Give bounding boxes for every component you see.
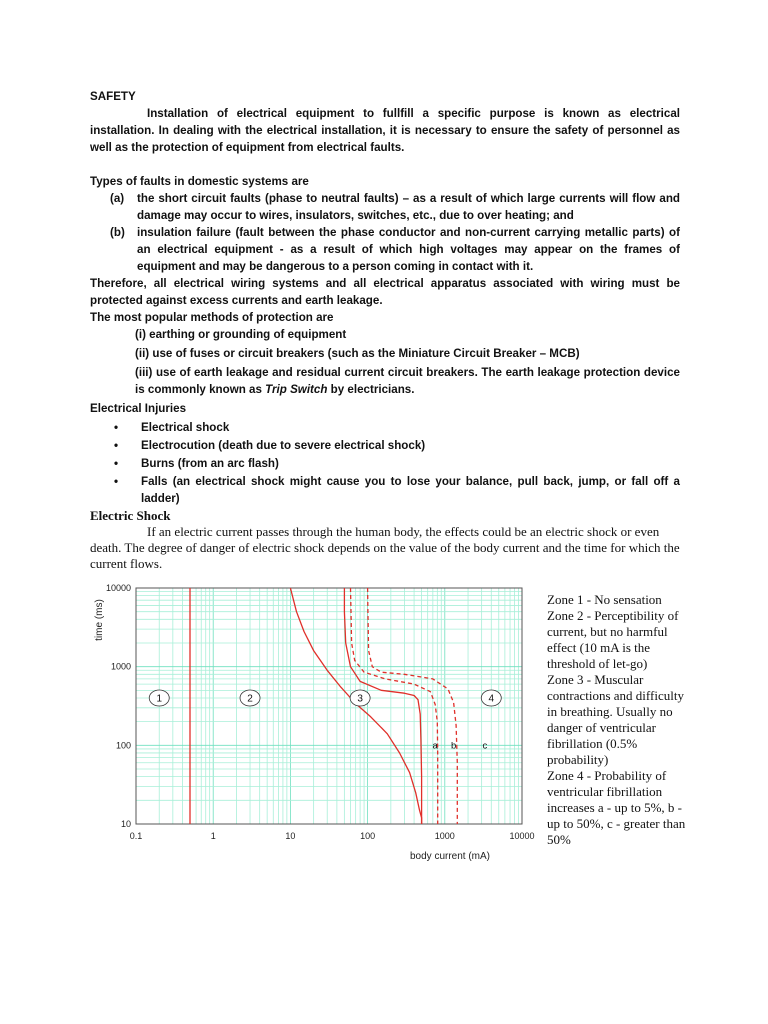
injury-item: • Burns (from an arc flash) bbox=[114, 455, 680, 472]
zone-label: 3 bbox=[357, 693, 363, 705]
y-tick-label: 100 bbox=[115, 740, 131, 751]
methods-list bbox=[90, 326, 680, 398]
zone-label: 4 bbox=[488, 693, 495, 705]
document-body bbox=[90, 88, 680, 572]
plot-area bbox=[136, 588, 522, 824]
x-tick-label: 1000 bbox=[434, 831, 455, 841]
y-axis-label: time (ms) bbox=[94, 599, 105, 641]
trip-switch-emphasis: Trip Switch bbox=[265, 383, 328, 396]
safety-intro: Installation of electrical equipment to fullfill a specific purpose is known as electrical installation. In dealing with the electrical installation, it is necessary to ensure the safety of personnel as well as the protection of equipment from electrical faults. bbox=[90, 107, 680, 154]
zone-4-text: Zone 4 - Probability of ventricular fibrillation increases a - up to 5%, b - up to 50%, c - greater than 50% bbox=[547, 768, 686, 847]
curve-label: c bbox=[482, 740, 488, 752]
zone-label: 1 bbox=[156, 693, 163, 705]
method-item: (iii) use of earth leakage and residual current circuit breakers. The earth leakage protection device is commonly known as Trip Switch by electricians. bbox=[135, 366, 680, 396]
method-item: (i) earthing or grounding of equipment bbox=[135, 328, 347, 341]
x-tick-label: 100 bbox=[360, 831, 376, 841]
injury-item: • Electrical shock bbox=[114, 419, 680, 436]
zone-3-text: Zone 3 - Muscular contractions and difficulty in breathing. Usually no danger of ventricular fibrillation (0.5% probability) bbox=[547, 672, 684, 767]
electric-shock-text: If an electric current passes through the human body, the effects could be an electric shock or even death. The degree of danger of electric shock depends on the value of the body current and the time for which the current flows. bbox=[90, 524, 680, 571]
safety-heading: SAFETY bbox=[90, 90, 136, 103]
zone-2-text: Zone 2 - Perceptibility of current, but no harmful effect (10 mA is the threshold of let-go) bbox=[547, 608, 679, 671]
injury-item: • Falls (an electrical shock might cause you to lose your balance, pull back, jump, or fall off a ladder) bbox=[114, 473, 680, 507]
injuries-heading: Electrical Injuries bbox=[90, 402, 187, 415]
x-axis-label: body current (mA) bbox=[409, 851, 491, 862]
zone-descriptions bbox=[547, 592, 687, 848]
shock-chart bbox=[90, 578, 540, 868]
method-item: (ii) use of fuses or circuit breakers (such as the Miniature Circuit Breaker – MCB) bbox=[135, 347, 580, 360]
electric-shock-section bbox=[90, 508, 680, 572]
y-tick-label: 10000 bbox=[105, 583, 131, 593]
faults-therefore: Therefore, all electrical wiring systems and all electrical apparatus associated with wiring must be protected against excess currents and earth leakage. bbox=[90, 277, 680, 307]
faults-list bbox=[90, 190, 680, 275]
methods-heading: The most popular methods of protection are bbox=[90, 311, 334, 324]
injury-item: • Electrocution (death due to severe electrical shock) bbox=[114, 437, 680, 454]
y-tick-label: 1000 bbox=[110, 661, 131, 672]
electric-shock-heading: Electric Shock bbox=[90, 508, 171, 523]
faults-heading: Types of faults in domestic systems are bbox=[90, 175, 309, 188]
y-tick-label: 10 bbox=[120, 819, 131, 829]
x-tick-label: 1 bbox=[210, 831, 216, 841]
x-tick-label: 10000 bbox=[509, 831, 535, 841]
zone-1-text: Zone 1 - No sensation bbox=[547, 592, 662, 607]
injuries-list bbox=[90, 419, 680, 507]
zone-label: 2 bbox=[247, 693, 253, 705]
x-tick-label: 10 bbox=[285, 831, 296, 841]
curve-label: a bbox=[432, 740, 438, 752]
fault-item: (b) insulation failure (fault between the phase conductor and non-current carrying metallic parts) of an electrical equipment - as a result of which high voltages may appear on the frames of equipment and may be dangerous to a person coming in contact with it. bbox=[110, 226, 680, 273]
curve-label: b bbox=[450, 740, 457, 752]
fault-item: (a) the short circuit faults (phase to neutral faults) – as a result of which large currents will flow and damage may occur to wires, insulators, switches, etc., due to over heating; and bbox=[110, 192, 680, 222]
x-tick-label: 0.1 bbox=[129, 831, 143, 841]
